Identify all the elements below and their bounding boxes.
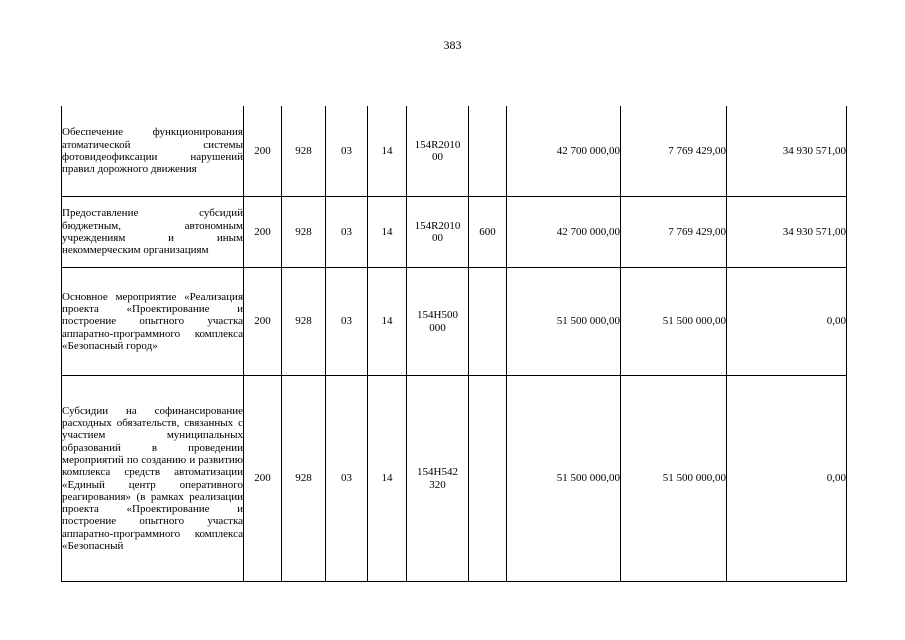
- cell-col3: 03: [326, 376, 368, 582]
- code-text: 154R201000: [414, 138, 461, 163]
- cell-col4: 14: [368, 106, 407, 197]
- cell-col2: 928: [282, 106, 326, 197]
- cell-amount2: 7 769 429,00: [621, 106, 727, 197]
- cell-col2: 928: [282, 376, 326, 582]
- cell-col1: 200: [244, 376, 282, 582]
- cell-amount3: 34 930 571,00: [727, 197, 847, 268]
- cell-col4: 14: [368, 197, 407, 268]
- cell-col1: 200: [244, 268, 282, 376]
- row-description: Основное мероприятие «Реализация проекта «Проектирование и построение опытного участка аппаратно-программного комплекса «Безопасный город»: [62, 268, 244, 376]
- cell-amount3: 0,00: [727, 268, 847, 376]
- cell-amount3: 0,00: [727, 376, 847, 582]
- cell-col4: 14: [368, 376, 407, 582]
- cell-col1: 200: [244, 106, 282, 197]
- cell-col3: 03: [326, 106, 368, 197]
- cell-code: [407, 197, 469, 268]
- cell-col1: 200: [244, 197, 282, 268]
- cell-amount2: 51 500 000,00: [621, 268, 727, 376]
- table-row: [62, 106, 847, 197]
- row-description: Обеспечение функционирования атоматической системы фотовидеофиксации нарушений правил дорожного движения: [62, 106, 244, 197]
- code-text: 154R201000: [414, 219, 461, 244]
- cell-amount1: 42 700 000,00: [507, 106, 621, 197]
- page-number: 383: [443, 38, 462, 52]
- cell-amount3: 34 930 571,00: [727, 106, 847, 197]
- cell-type: [469, 106, 507, 197]
- cell-amount2: 51 500 000,00: [621, 376, 727, 582]
- cell-col4: 14: [368, 268, 407, 376]
- cell-type: 600: [469, 197, 507, 268]
- cell-code: [407, 106, 469, 197]
- code-text: 154H500000: [417, 309, 458, 334]
- cell-code: [407, 376, 469, 582]
- cell-type: [469, 268, 507, 376]
- cell-col2: 928: [282, 268, 326, 376]
- cell-amount1: 51 500 000,00: [507, 268, 621, 376]
- cell-amount1: 51 500 000,00: [507, 376, 621, 582]
- cell-amount1: 42 700 000,00: [507, 197, 621, 268]
- cell-amount2: 7 769 429,00: [621, 197, 727, 268]
- cell-col2: 928: [282, 197, 326, 268]
- table-row: [62, 197, 847, 268]
- code-text: 154H542320: [417, 466, 458, 491]
- budget-table: [61, 106, 847, 582]
- cell-col3: 03: [326, 197, 368, 268]
- cell-code: [407, 268, 469, 376]
- row-description: Предоставление субсидий бюджетным, автономным учреждениям и иным некоммерческим организациям: [62, 197, 244, 268]
- cell-type: [469, 376, 507, 582]
- row-description: Субсидии на софинансирование расходных обязательств, связанных с участием муниципальных образований в проведении мероприятий по созданию и развитию комплекса средств автоматизации «Единый центр оперативного реагирования» (в рамках реализации проекта «Проектирование и построение опытного участка аппаратно-программного комплекса «Безопасный: [62, 376, 244, 582]
- cell-col3: 03: [326, 268, 368, 376]
- table-row: [62, 376, 847, 582]
- table-row: [62, 268, 847, 376]
